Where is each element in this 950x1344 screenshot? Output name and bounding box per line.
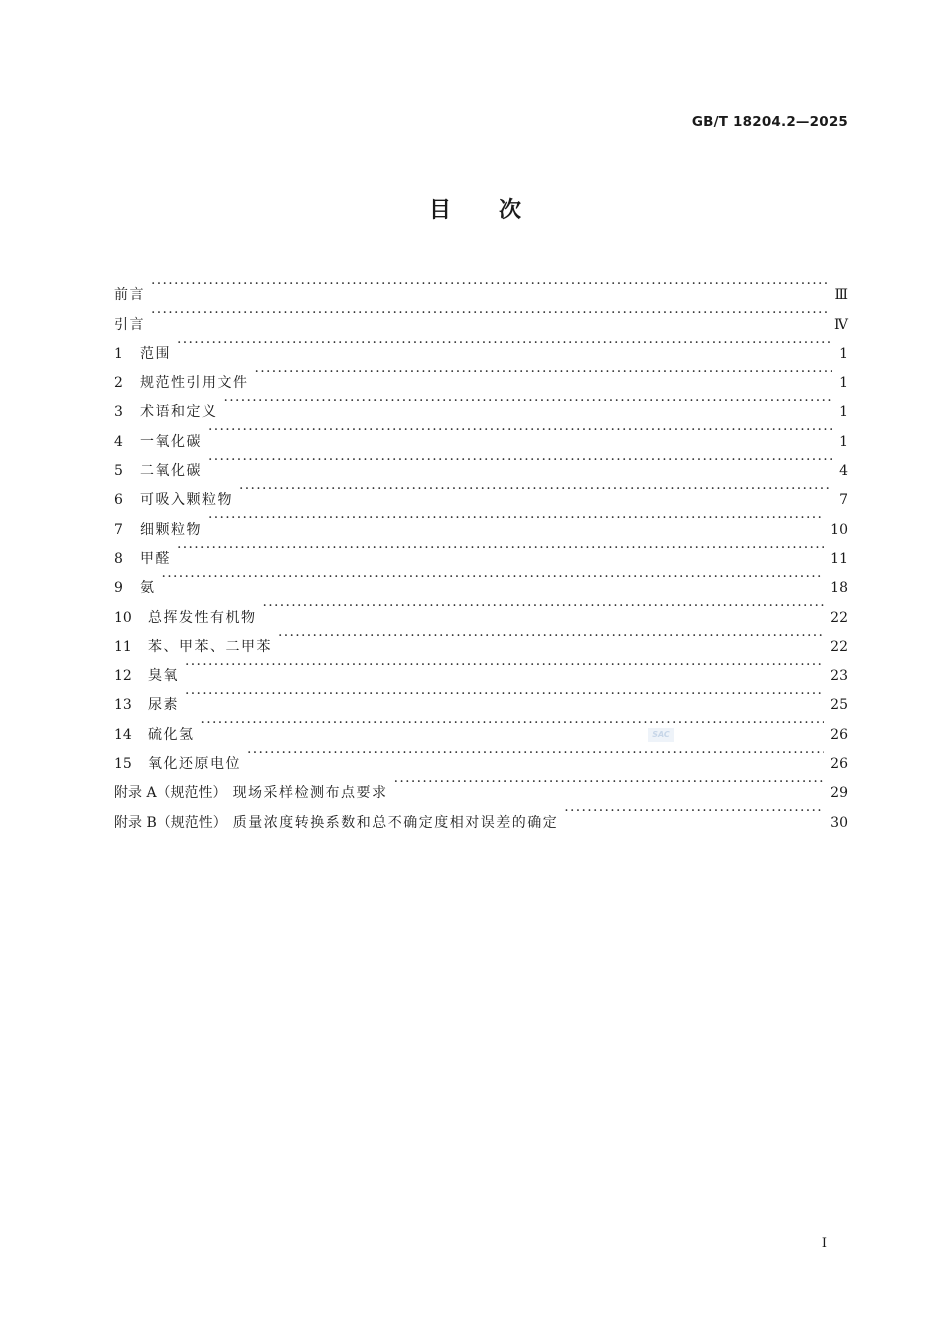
toc-page-number: 25 (830, 697, 848, 714)
toc-page-number: 7 (839, 492, 848, 509)
toc-label: 苯、甲苯、二甲苯 (148, 638, 272, 655)
toc-label: 质量浓度转换系数和总不确定度相对误差的确定 (232, 814, 559, 831)
toc-leader-dots (151, 299, 828, 328)
toc-entry-5[interactable] (114, 446, 848, 480)
toc-leader-dots (177, 534, 824, 563)
toc-leader-dots (208, 504, 824, 533)
toc-leader-dots (224, 387, 833, 416)
table-of-contents (114, 270, 848, 831)
toc-page-number: 18 (830, 580, 848, 597)
toc-entry-8[interactable] (114, 534, 848, 567)
toc-page-number: 26 (830, 726, 848, 743)
toc-page-number: 1 (839, 375, 848, 392)
toc-page-number: 22 (830, 638, 848, 655)
toc-section-number: 9 (114, 580, 123, 597)
toc-annex-number: 附录 A（规范性） (114, 785, 227, 802)
toc-section-number: 2 (114, 375, 123, 392)
toc-label: 规范性引用文件 (140, 375, 249, 392)
toc-section-number: 5 (114, 463, 123, 480)
toc-label: 现场采样检测布点要求 (232, 785, 388, 802)
toc-section-number: 7 (114, 521, 123, 538)
toc-leader-dots (239, 475, 832, 504)
toc-leader-dots (263, 592, 825, 621)
toc-entry-15[interactable] (114, 739, 848, 773)
toc-leader-dots (177, 329, 832, 358)
standard-code: GB/T 18204.2—2025 (691, 114, 848, 130)
toc-page-number: 23 (830, 668, 848, 685)
toc-section-number: 15 (114, 756, 132, 773)
toc-leader-dots (247, 739, 824, 768)
toc-entry-6[interactable] (114, 475, 848, 509)
toc-section-number: 14 (114, 726, 132, 743)
toc-page-number: 11 (830, 550, 848, 567)
toc-section-number: 10 (114, 609, 132, 626)
toc-section-number: 8 (114, 550, 123, 567)
toc-label: 前言 (114, 287, 145, 304)
toc-leader-dots (185, 651, 824, 680)
page-title: 目次 (428, 198, 569, 223)
toc-label: 甲醛 (140, 550, 171, 567)
toc-entry-10[interactable] (114, 592, 848, 626)
toc-annex-number: 附录 B（规范性） (114, 814, 227, 831)
toc-entry-3[interactable] (114, 387, 848, 421)
toc-entry-1[interactable] (114, 329, 848, 362)
toc-entry-introduction[interactable] (114, 299, 848, 333)
toc-page-number: Ⅲ (834, 287, 848, 304)
toc-leader-dots (208, 416, 832, 445)
toc-section-number: 1 (114, 345, 123, 362)
toc-page-number: 26 (830, 756, 848, 773)
toc-page-number: 1 (839, 404, 848, 421)
toc-leader-dots (201, 709, 825, 738)
toc-entry-7[interactable] (114, 504, 848, 538)
page-number: I (821, 1236, 827, 1251)
toc-page-number: 4 (839, 463, 848, 480)
toc-page-number: 30 (830, 814, 848, 831)
toc-entry-4[interactable] (114, 416, 848, 450)
toc-label: 氨 (140, 580, 156, 597)
toc-page-number: Ⅳ (834, 316, 848, 333)
toc-label: 术语和定义 (140, 404, 218, 421)
toc-entry-13[interactable] (114, 680, 848, 714)
toc-leader-dots (564, 797, 824, 826)
toc-label: 尿素 (148, 697, 179, 714)
toc-section-number: 3 (114, 404, 123, 421)
toc-leader-dots (255, 358, 833, 387)
toc-entry-foreword[interactable] (114, 270, 848, 304)
toc-label: 硫化氢 (148, 726, 195, 743)
toc-leader-dots (208, 446, 832, 475)
toc-label: 氧化还原电位 (148, 756, 241, 773)
toc-section-number: 6 (114, 492, 123, 509)
toc-page-number: 29 (830, 785, 848, 802)
toc-label: 总挥发性有机物 (148, 609, 257, 626)
toc-label: 范围 (140, 345, 171, 362)
toc-label: 可吸入颗粒物 (140, 492, 233, 509)
toc-page-number: 1 (839, 345, 848, 362)
toc-page-number: 1 (839, 433, 848, 450)
toc-page-number: 10 (830, 521, 848, 538)
toc-leader-dots (151, 270, 828, 299)
toc-entry-12[interactable] (114, 651, 848, 685)
toc-entry-14[interactable] (114, 709, 848, 743)
toc-label: 二氧化碳 (140, 463, 202, 480)
toc-label: 一氧化碳 (140, 433, 202, 450)
toc-section-number: 13 (114, 697, 132, 714)
toc-section-number: 4 (114, 433, 123, 450)
toc-leader-dots (278, 622, 824, 651)
toc-label: 细颗粒物 (140, 521, 202, 538)
toc-entry-2[interactable] (114, 358, 848, 392)
toc-leader-dots (185, 680, 824, 709)
toc-label: 臭氧 (148, 668, 179, 685)
toc-entry-9[interactable] (114, 563, 848, 597)
toc-page-number: 22 (830, 609, 848, 626)
toc-leader-dots (162, 563, 825, 592)
watermark-logo: SAC (648, 728, 674, 742)
toc-leader-dots (394, 768, 825, 797)
toc-section-number: 11 (114, 638, 132, 655)
toc-label: 引言 (114, 316, 145, 333)
toc-section-number: 12 (114, 668, 132, 685)
